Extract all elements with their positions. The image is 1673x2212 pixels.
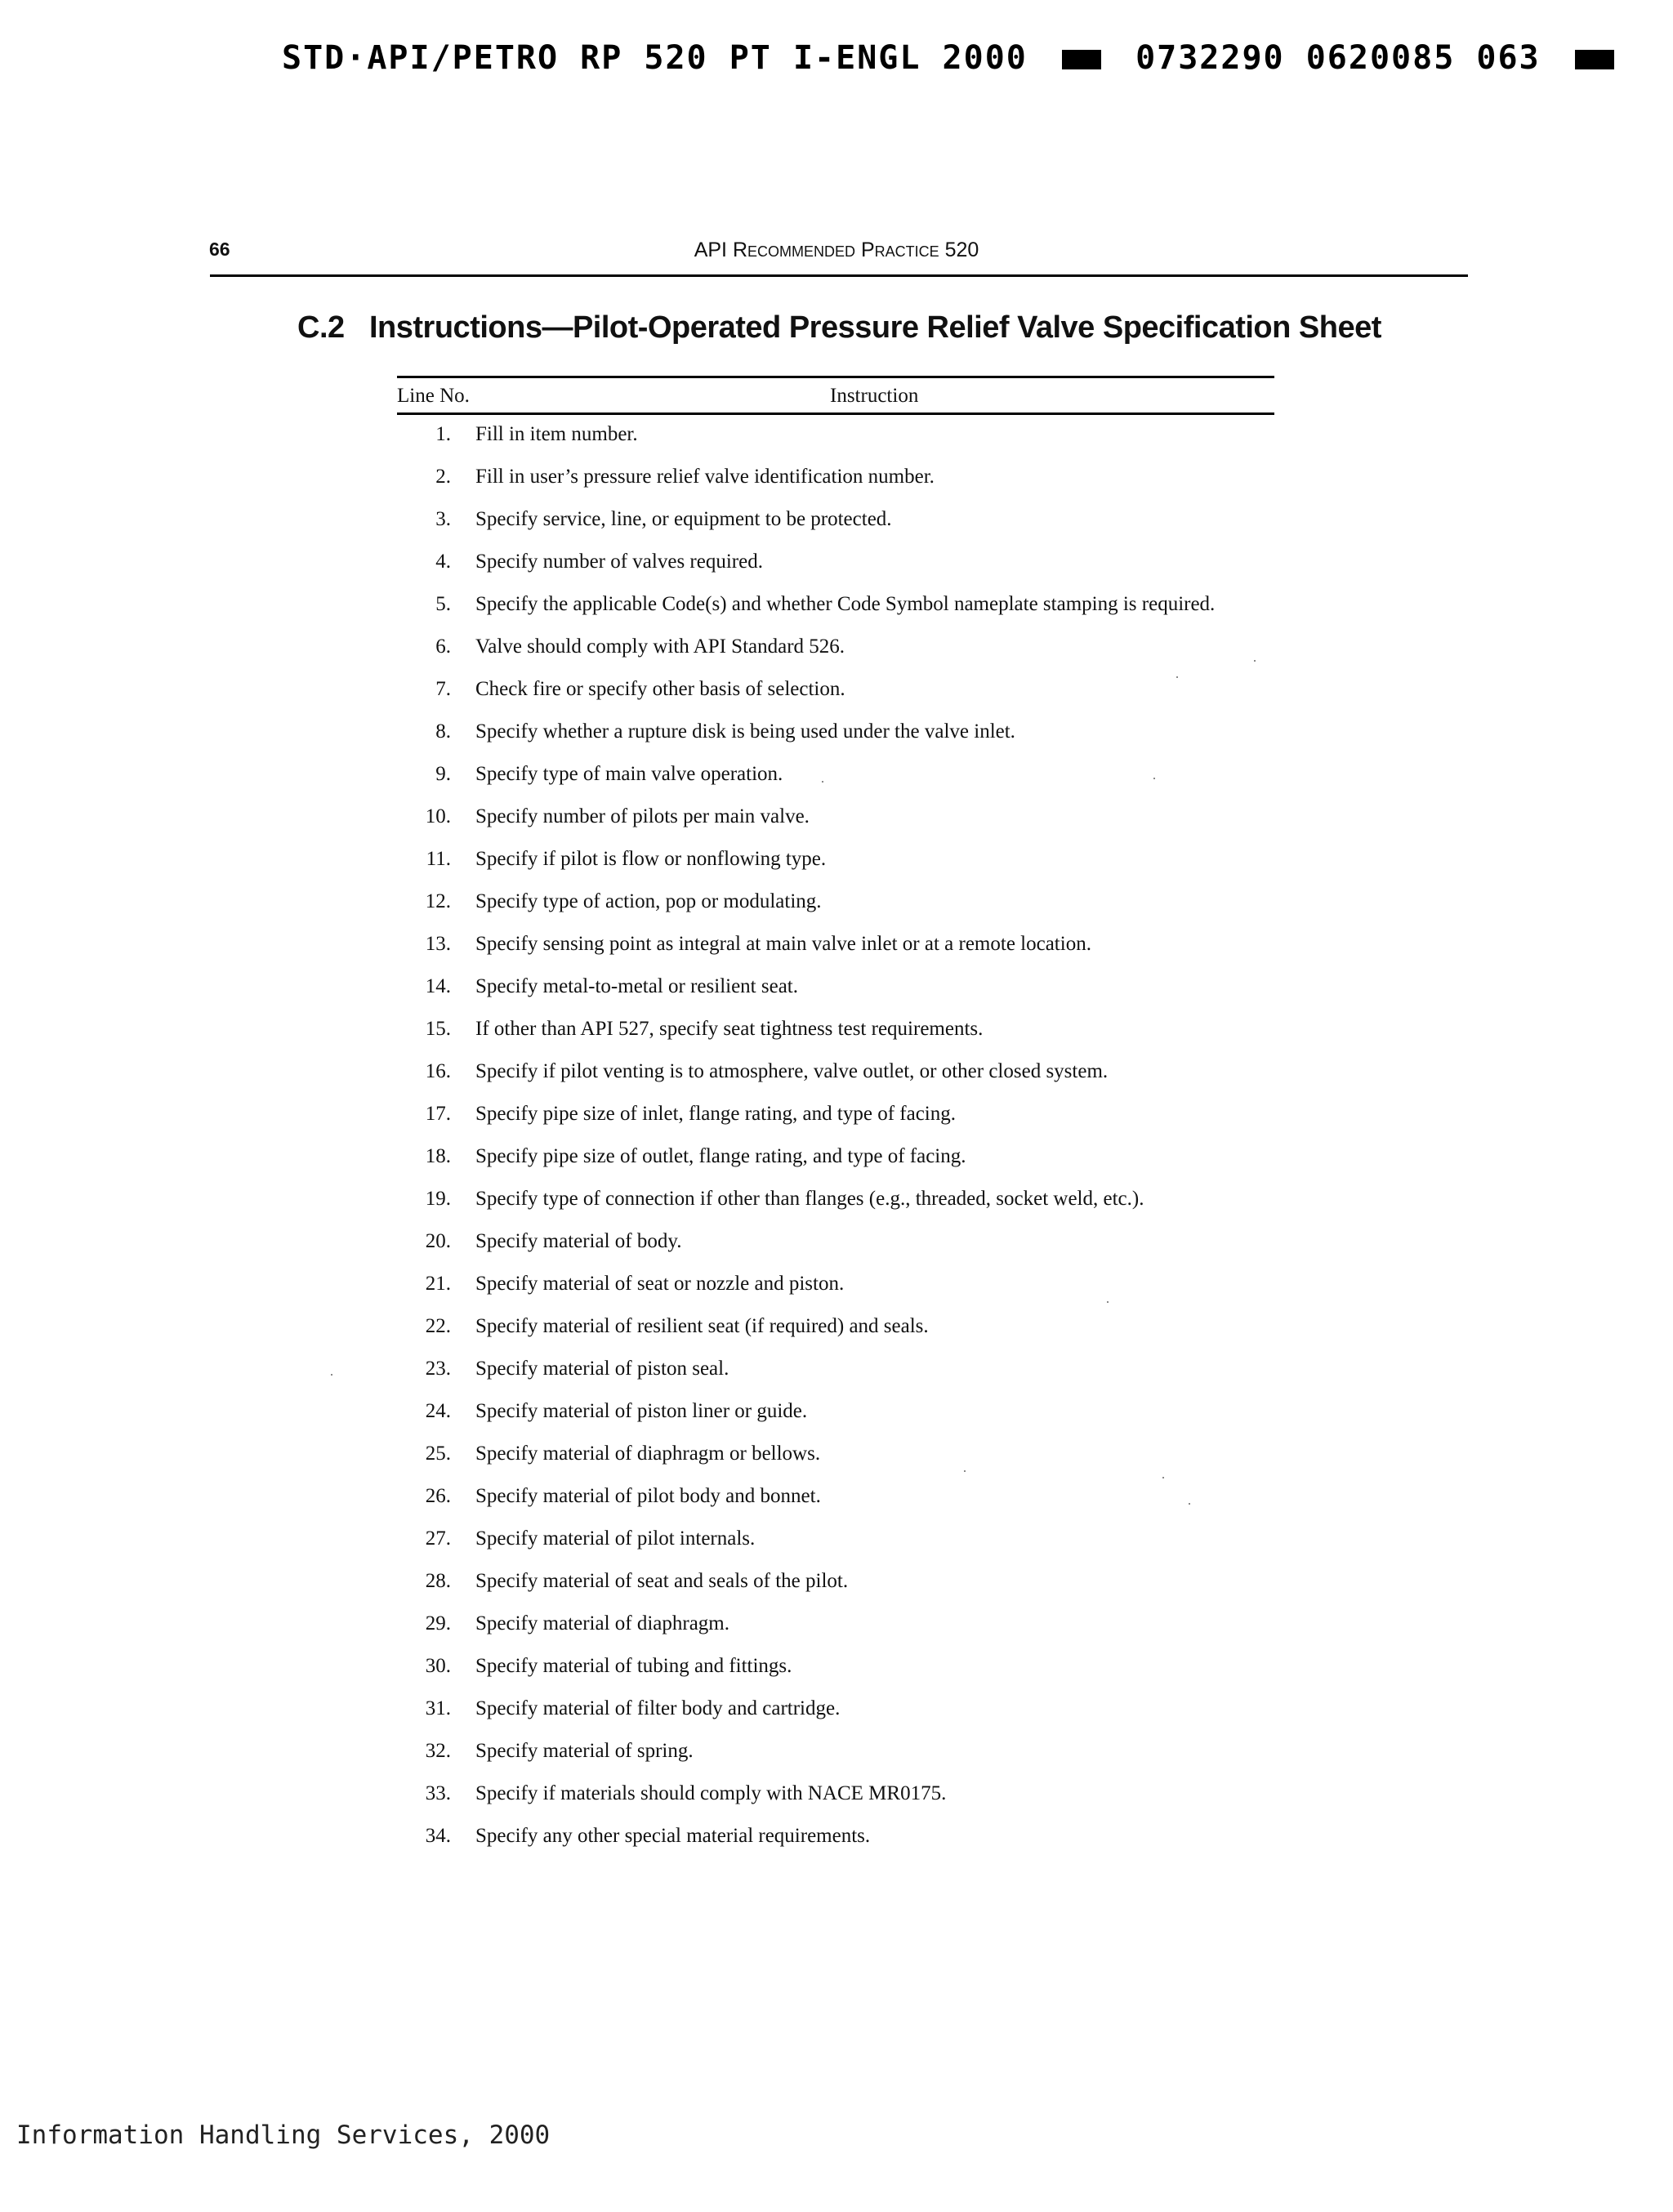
line-number: 20. <box>425 1230 451 1252</box>
table-row <box>397 466 1274 508</box>
header-divider <box>210 274 1468 277</box>
table-row <box>397 1527 1274 1570</box>
section-title: Instructions—Pilot-Operated Pressure Relief Valve Specification Sheet <box>369 310 1381 345</box>
table-row <box>397 551 1274 593</box>
line-number: 31. <box>425 1697 451 1719</box>
table-row <box>397 1655 1274 1697</box>
line-number: 8. <box>435 720 451 743</box>
table-row <box>397 763 1274 805</box>
instruction-text: Specify number of valves required. <box>475 551 763 573</box>
instruction-text: If other than API 527, specify seat tightness test requirements. <box>475 1018 984 1040</box>
instruction-text: Specify any other special material requirements. <box>475 1825 871 1847</box>
line-number: 12. <box>425 890 451 912</box>
line-number: 3. <box>435 508 451 530</box>
scan-speck <box>1153 778 1155 779</box>
line-number: 6. <box>435 636 451 658</box>
line-number: 24. <box>425 1400 451 1422</box>
line-number: 11. <box>426 848 451 870</box>
table-row <box>397 678 1274 720</box>
table-row <box>397 1570 1274 1612</box>
line-number: 29. <box>425 1612 451 1634</box>
running-head <box>0 239 1673 262</box>
scan-speck <box>1189 1503 1190 1505</box>
instruction-text: Specify material of pilot internals. <box>475 1527 756 1550</box>
instruction-text: Specify material of body. <box>475 1230 682 1252</box>
instruction-text: Specify pipe size of inlet, flange rating, and type of facing. <box>475 1103 956 1125</box>
instruction-text: Specify material of pilot body and bonnet. <box>475 1485 821 1507</box>
table-row <box>397 423 1274 466</box>
scan-speck <box>822 781 823 783</box>
line-number: 10. <box>425 805 451 827</box>
line-number: 22. <box>425 1315 451 1337</box>
footer-credit: Information Handling Services, 2000 <box>16 2121 551 2150</box>
scan-speck <box>964 1470 966 1472</box>
line-number: 15. <box>425 1018 451 1040</box>
line-number: 28. <box>425 1570 451 1592</box>
column-header-line-no: Line No. <box>397 385 470 407</box>
table-row <box>397 1145 1274 1188</box>
section-heading <box>297 310 1381 346</box>
instruction-text: Valve should comply with API Standard 526. <box>475 636 845 658</box>
instruction-text: Specify material of filter body and cartridge. <box>475 1697 841 1719</box>
instruction-text: Specify number of pilots per main valve. <box>475 805 810 827</box>
table-row <box>397 805 1274 848</box>
line-number: 18. <box>425 1145 451 1167</box>
instruction-text: Specify metal-to-metal or resilient seat. <box>475 975 798 997</box>
table-row <box>397 1782 1274 1825</box>
line-number: 16. <box>425 1060 451 1082</box>
table-row <box>397 1443 1274 1485</box>
line-number: 26. <box>425 1485 451 1507</box>
instruction-text: Specify material of spring. <box>475 1740 694 1762</box>
instruction-text: Specify material of tubing and fittings. <box>475 1655 792 1677</box>
table-row <box>397 933 1274 975</box>
table-header <box>397 378 1274 413</box>
instruction-text: Fill in item number. <box>475 423 638 445</box>
scan-speck <box>331 1374 332 1376</box>
line-number: 4. <box>435 551 451 573</box>
section-number: C.2 <box>297 310 345 345</box>
scan-speck <box>1254 660 1256 662</box>
line-number: 19. <box>425 1188 451 1210</box>
instruction-text: Specify material of seat and seals of the pilot. <box>475 1570 849 1592</box>
table-row <box>397 636 1274 678</box>
line-number: 33. <box>425 1782 451 1804</box>
table-row <box>397 1697 1274 1740</box>
stamp-code-left: STD·API/PETRO RP 520 PT I-ENGL 2000 <box>282 39 1028 77</box>
line-number: 17. <box>425 1103 451 1125</box>
line-number: 27. <box>425 1527 451 1550</box>
line-number: 30. <box>425 1655 451 1677</box>
stamp-block-mark <box>1575 50 1614 69</box>
instruction-text: Specify if pilot is flow or nonflowing type. <box>475 848 827 870</box>
line-number: 34. <box>425 1825 451 1847</box>
instruction-text: Specify service, line, or equipment to be protected. <box>475 508 892 530</box>
instruction-text: Specify if pilot venting is to atmosphere, valve outlet, or other closed system. <box>475 1060 1109 1082</box>
instruction-text: Specify sensing point as integral at main valve inlet or at a remote location. <box>475 933 1091 955</box>
instruction-text: Fill in user’s pressure relief valve identification number. <box>475 466 935 488</box>
table-row <box>397 1060 1274 1103</box>
document-stamp <box>282 39 1627 77</box>
table-row <box>397 1612 1274 1655</box>
table-row <box>397 1485 1274 1527</box>
table-row <box>397 848 1274 890</box>
line-number: 5. <box>435 593 451 615</box>
stamp-block-mark <box>1062 50 1101 69</box>
instruction-text: Specify if materials should comply with NACE MR0175. <box>475 1782 947 1804</box>
table-row <box>397 890 1274 933</box>
instruction-text: Specify material of piston seal. <box>475 1358 729 1380</box>
instruction-text: Specify type of main valve operation. <box>475 763 783 785</box>
instruction-text: Specify material of diaphragm or bellows. <box>475 1443 821 1465</box>
line-number: 32. <box>425 1740 451 1762</box>
line-number: 21. <box>425 1273 451 1295</box>
table-row <box>397 1018 1274 1060</box>
instruction-text: Specify material of piston liner or guide. <box>475 1400 808 1422</box>
stamp-code-middle: 0732290 0620085 063 <box>1135 39 1541 77</box>
instruction-text: Specify whether a rupture disk is being used under the valve inlet. <box>475 720 1015 743</box>
instruction-table <box>397 376 1274 1867</box>
line-number: 1. <box>435 423 451 445</box>
instruction-text: Specify type of action, pop or modulating. <box>475 890 822 912</box>
table-row <box>397 1188 1274 1230</box>
scan-speck <box>1107 1301 1109 1303</box>
scan-speck <box>1162 1477 1164 1478</box>
table-row <box>397 1315 1274 1358</box>
table-row <box>397 1103 1274 1145</box>
instruction-text: Specify material of resilient seat (if required) and seals. <box>475 1315 929 1337</box>
line-number: 2. <box>435 466 451 488</box>
table-row <box>397 1273 1274 1315</box>
table-row <box>397 1400 1274 1443</box>
column-header-instruction: Instruction <box>830 385 919 407</box>
scan-speck <box>1176 676 1178 678</box>
running-head-prefix: API <box>694 239 727 261</box>
table-row <box>397 1740 1274 1782</box>
page-number: 66 <box>209 239 230 260</box>
line-number: 25. <box>425 1443 451 1465</box>
table-row <box>397 1825 1274 1867</box>
line-number: 7. <box>435 678 451 700</box>
instruction-text: Specify material of diaphragm. <box>475 1612 729 1634</box>
line-number: 13. <box>425 933 451 955</box>
line-number: 9. <box>435 763 451 785</box>
instruction-text: Specify material of seat or nozzle and piston. <box>475 1273 845 1295</box>
table-body <box>397 423 1274 1867</box>
table-header-rule <box>397 413 1274 415</box>
instruction-text: Specify type of connection if other than flanges (e.g., threaded, socket weld, etc.). <box>475 1188 1144 1210</box>
instruction-text: Specify pipe size of outlet, flange rating, and type of facing. <box>475 1145 966 1167</box>
table-row <box>397 975 1274 1018</box>
instruction-text: Check fire or specify other basis of selection. <box>475 678 845 700</box>
instruction-text: Specify the applicable Code(s) and whether Code Symbol nameplate stamping is required. <box>475 593 1216 615</box>
running-head-suffix: 520 <box>944 239 979 261</box>
line-number: 23. <box>425 1358 451 1380</box>
table-row <box>397 1230 1274 1273</box>
table-row <box>397 720 1274 763</box>
running-head-small-caps: Recommended Practice <box>732 239 939 261</box>
table-row <box>397 508 1274 551</box>
line-number: 14. <box>425 975 451 997</box>
table-row <box>397 593 1274 636</box>
table-row <box>397 1358 1274 1400</box>
